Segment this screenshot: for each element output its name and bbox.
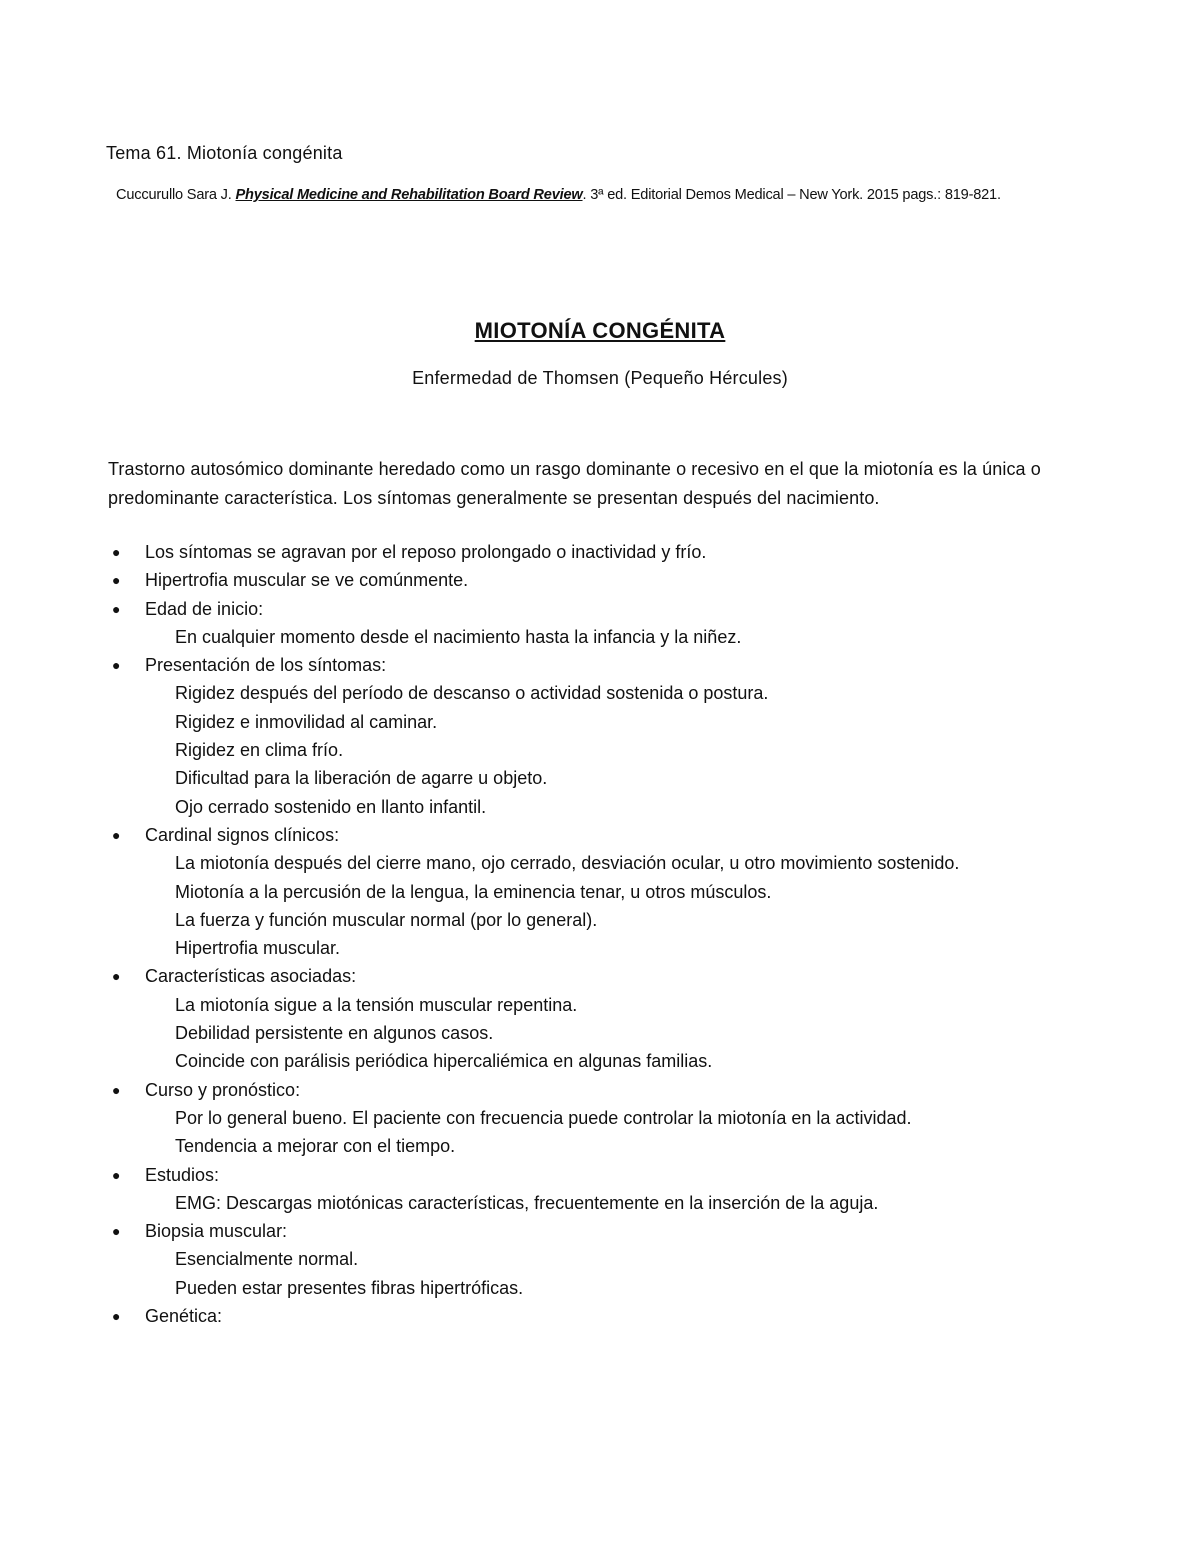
bullet-item-text: Cardinal signos clínicos: [145,824,340,845]
sub-item-text: Pueden estar presentes fibras hipertróficas. [175,1277,524,1298]
topic-heading: Tema 61. Miotonía congénita [106,143,343,163]
sub-item-text: Rigidez e inmovilidad al caminar. [175,711,438,732]
sub-item [0,764,1200,792]
sub-item [0,1274,1200,1302]
citation-details: . 3ª ed. Editorial Demos Medical – New York. 2015 pags.: 819-821. [582,187,1001,203]
bullet-item [0,595,1200,623]
bullet-item-text: Presentación de los síntomas: [145,655,387,676]
sub-item-text: Rigidez después del período de descanso o actividad sostenida o postura. [175,683,769,704]
bullet-item [0,1302,1200,1330]
sub-item-text: Rigidez en clima frío. [175,740,344,761]
bullet-icon: ● [112,968,121,985]
bullet-item [0,651,1200,679]
bullet-icon: ● [112,1223,121,1240]
bullet-item-text: Curso y pronóstico: [145,1079,301,1100]
bullet-item-text: Biopsia muscular: [145,1221,288,1242]
bullet-list [0,538,1200,1330]
bullet-item [0,566,1200,594]
bullet-item-text: Los síntomas se agravan por el reposo prolongado o inactividad y frío. [145,542,707,562]
sub-item-text: La fuerza y función muscular normal (por lo general). [175,909,598,930]
sub-item [0,623,1200,651]
sub-item-text: La miotonía después del cierre mano, ojo cerrado, desviación ocular, u otro movimiento sostenido. [175,853,960,874]
bullet-item [0,538,1200,566]
bullet-item-text: Hipertrofia muscular se ve comúnmente. [145,570,469,591]
sub-item [0,1047,1200,1075]
bullet-icon: ● [112,600,121,617]
bullet-icon: ● [112,572,121,589]
document-subtitle: Enfermedad de Thomsen (Pequeño Hércules) [412,368,788,388]
bullet-item-text: Edad de inicio: [145,598,264,619]
sub-item [0,679,1200,707]
sub-item [0,1132,1200,1160]
sub-item [0,708,1200,736]
sub-item-text: Tendencia a mejorar con el tiempo. [175,1136,456,1157]
bullet-icon: ● [112,1166,121,1183]
bullet-icon: ● [112,826,121,843]
sub-item-text: Hipertrofia muscular. [175,938,341,959]
sub-item [0,1104,1200,1132]
bullet-icon: ● [112,657,121,674]
sub-item-text: Miotonía a la percusión de la lengua, la eminencia tenar, u otros músculos. [175,881,772,902]
bullet-item [0,962,1200,990]
sub-item-text: Debilidad persistente en algunos casos. [175,1023,494,1044]
citation-book-title: Physical Medicine and Rehabilitation Board Review [235,187,583,203]
sub-item [0,849,1200,877]
sub-item [0,991,1200,1019]
intro-paragraph: Trastorno autosómico dominante heredado como un rasgo dominante o recesivo en el que la miotonía es la única o predominante característica. Los síntomas generalmente se presentan después del nacimiento. [108,459,1041,508]
sub-item-text: Por lo general bueno. El paciente con frecuencia puede controlar la miotonía en la actividad. [175,1107,912,1128]
bullet-item-text: Características asociadas: [145,966,357,987]
sub-item-text: Dificultad para la liberación de agarre u objeto. [175,768,548,789]
bullet-item-text: Genética: [145,1306,223,1327]
sub-item-text: La miotonía sigue a la tensión muscular repentina. [175,994,578,1015]
sub-item-text: En cualquier momento desde el nacimiento hasta la infancia y la niñez. [175,626,742,647]
sub-item [0,736,1200,764]
sub-item-text: Ojo cerrado sostenido en llanto infantil. [175,796,487,817]
document-title: MIOTONÍA CONGÉNITA [474,318,726,343]
sub-item [0,906,1200,934]
bullet-item [0,1076,1200,1104]
sub-item [0,1189,1200,1217]
sub-item [0,1245,1200,1273]
citation-authors: Cuccurullo Sara J. [116,187,236,203]
sub-item [0,1019,1200,1047]
sub-item [0,934,1200,962]
bullet-item [0,1161,1200,1189]
bullet-icon: ● [112,1081,121,1098]
bullet-icon: ● [112,1308,121,1325]
sub-item-text: Esencialmente normal. [175,1249,359,1270]
bullet-icon: ● [112,544,121,560]
citation [116,187,1001,203]
bullet-item [0,821,1200,849]
sub-item [0,793,1200,821]
bullet-item [0,1217,1200,1245]
bullet-item-text: Estudios: [145,1164,220,1185]
sub-item-text: Coincide con parálisis periódica hipercaliémica en algunas familias. [175,1051,713,1072]
sub-item [0,878,1200,906]
sub-item-text: EMG: Descargas miotónicas características, frecuentemente en la inserción de la aguja. [175,1192,879,1213]
